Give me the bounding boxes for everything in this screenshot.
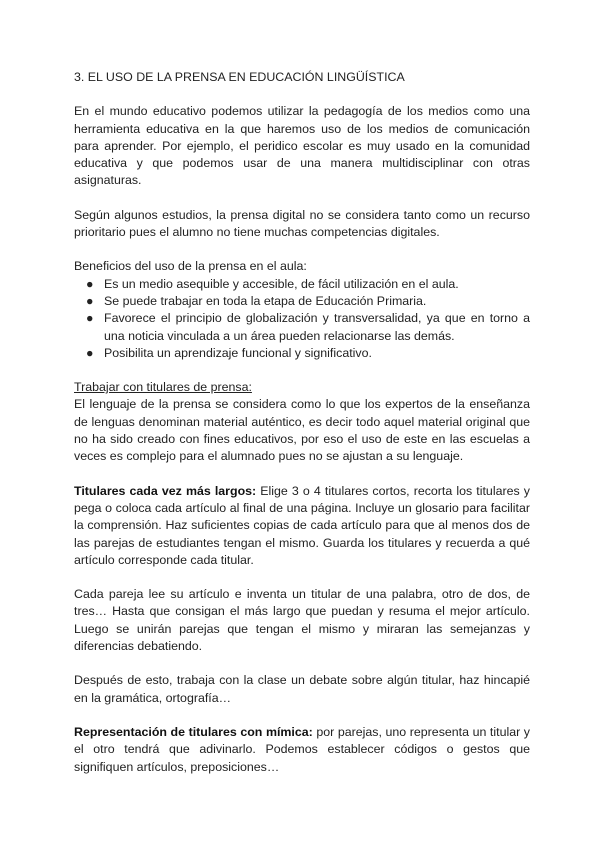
activity-text: por parejas, uno representa un titular y el otro tendrá que adivinarlo. Podemos establecer códigos o gestos que signifiquen artículos, preposiciones… (74, 724, 531, 774)
debate-paragraph: Después de esto, trabaja con la clase un debate sobre algún titular, haz hincapié en la gramática, ortografía… (74, 673, 530, 705)
bullet-icon: ● (86, 345, 94, 360)
list-item-text: Se puede trabajar en toda la etapa de Educación Primaria. (104, 293, 427, 308)
bullet-icon: ● (86, 276, 94, 291)
digital-press-paragraph: Según algunos estudios, la prensa digital no se considera tanto como un recurso prioritario pues el alumno no tiene muchas competencias digitales. (74, 207, 530, 240)
list-item (74, 293, 530, 310)
list-item-text: Es un medio asequible y accesible, de fácil utilización en el aula. (104, 276, 459, 291)
intro-paragraph: En el mundo educativo podemos utilizar la pedagogía de los medios como una herramienta educativa en la que haremos uso de los medios de comunicación para aprender. Por ejemplo, el peridico escolar es muy usado en la comunidad educativa y que podemos usar de una manera multidisciplinar con otras asignaturas. (74, 104, 530, 188)
headlines-text: El lenguaje de la prensa se considera como lo que los expertos de la enseñanza de lenguas denominan material auténtico, es decir todo aquel material original que no ha sido creado con fines educativos, por eso el uso de este en las escuelas a veces es complejo para el alumnado pues no se ajustan a su lenguaje. (74, 397, 530, 464)
headlines-section (74, 379, 530, 465)
bullet-icon: ● (86, 311, 94, 326)
document-page (74, 69, 530, 776)
list-item-text: Favorece el principio de globalización y transversalidad, ya que en torno a una noticia vinculada a un área pueden relacionarse las demás. (104, 311, 530, 343)
pairs-paragraph: Cada pareja lee su artículo e inventa un titular de una palabra, otro de dos, de tres… Hasta que consigan el más largo que puedan y resuma el mejor artículo. Luego se unirán parejas que tengan el mismo y miraran las semejanzas y diferencias debatiendo. (74, 587, 530, 654)
benefits-heading: Beneficios del uso de la prensa en el aula: (74, 259, 307, 274)
activity-text: Elige 3 o 4 titulares cortos, recorta los titulares y pega o coloca cada artículo al final de una página. Incluye un glosario para facilitar la comprensión. Haz suficientes copias de cada artículo para que al menos dos de las parejas de estudiantes tengan el mismo. Guarda los titulares y recuerda a qué artículo corresponde cada titular. (74, 483, 530, 567)
activity-mime-headlines (74, 724, 530, 776)
list-item (74, 276, 530, 293)
activity-title: Titulares cada vez más largos: (74, 483, 257, 498)
activity-title: Representación de titulares con mímica: (74, 724, 313, 739)
headlines-heading: Trabajar con titulares de prensa: (74, 380, 252, 395)
bullet-icon: ● (86, 293, 94, 308)
list-item-text: Posibilita un aprendizaje funcional y significativo. (104, 345, 372, 360)
list-item (74, 345, 530, 362)
benefits-list (74, 276, 530, 362)
list-item (74, 310, 530, 345)
section-title: 3. EL USO DE LA PRENSA EN EDUCACIÓN LINGÜÍSTICA (74, 70, 405, 84)
activity-longer-headlines (74, 483, 530, 569)
